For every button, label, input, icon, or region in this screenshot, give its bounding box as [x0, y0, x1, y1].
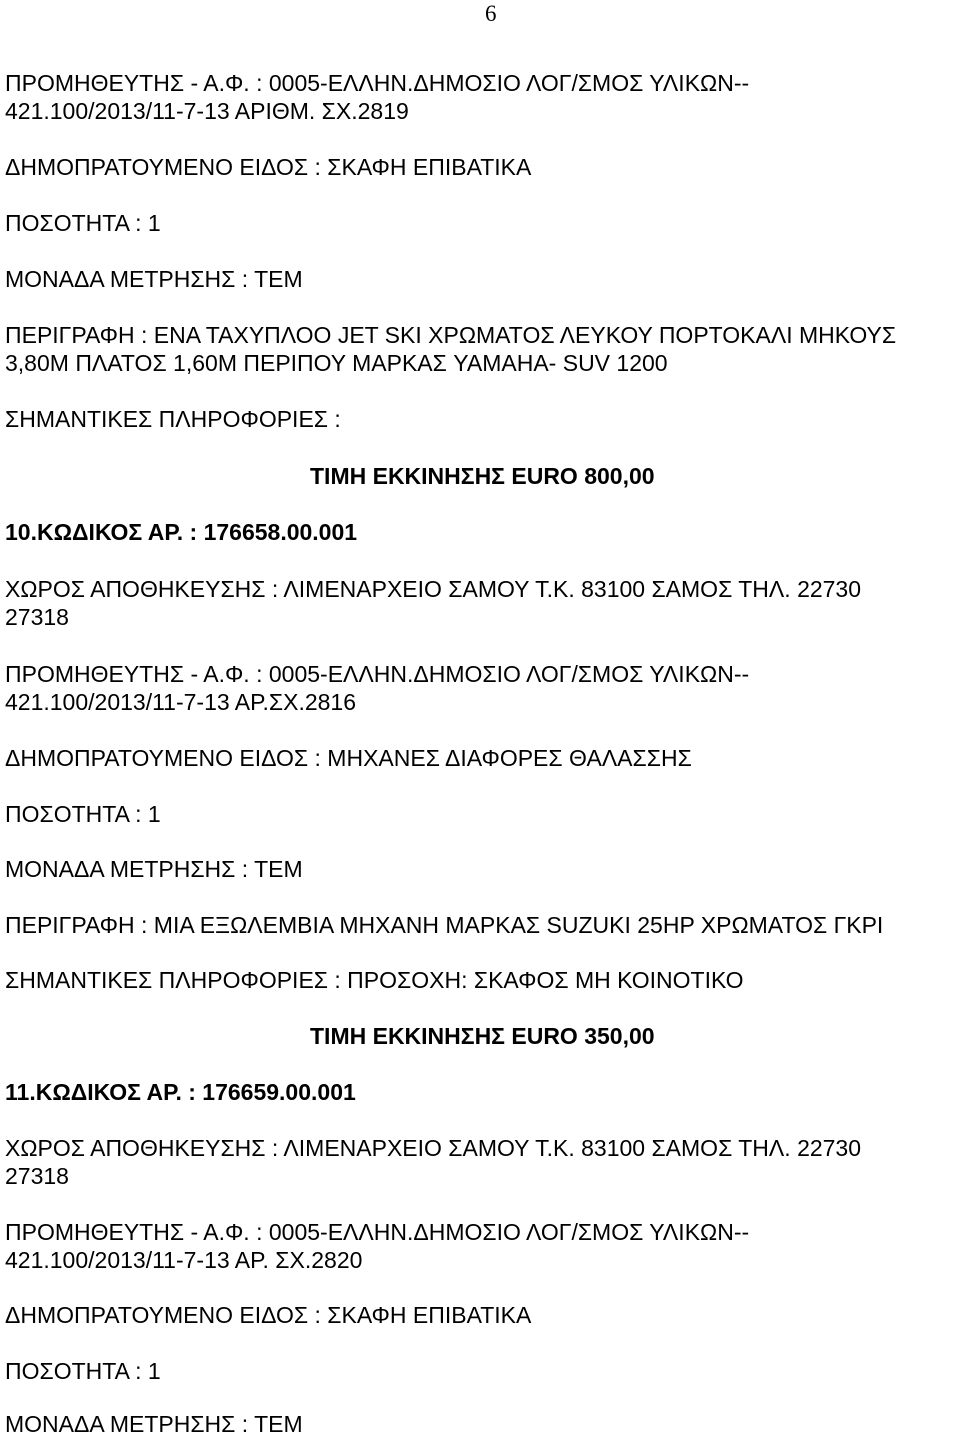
quantity: ΠΟΣΟΤΗΤΑ : 1 [5, 1358, 161, 1384]
page-number: 6 [485, 1, 497, 26]
important-info: ΣΗΜΑΝΤΙΚΕΣ ΠΛΗΡΟΦΟΡΙΕΣ : ΠΡΟΣΟΧΗ: ΣΚΑΦΟΣ ΜΗ ΚΟΙΝΟΤΙΚΟ [5, 967, 744, 993]
quantity: ΠΟΣΟΤΗΤΑ : 1 [5, 210, 161, 236]
description-continued: 3,80Μ ΠΛΑΤΟΣ 1,60Μ ΠΕΡΙΠΟΥ ΜΑΡΚΑΣ YAMAHA- SUV 1200 [5, 350, 668, 376]
unit-of-measure: ΜΟΝΑΔΑ ΜΕΤΡΗΣΗΣ : ΤΕΜ [5, 856, 303, 882]
supplier-reference: 421.100/2013/11-7-13 ΑΡ. ΣΧ.2820 [5, 1247, 363, 1273]
supplier-line: ΠΡΟΜΗΘΕΥΤΗΣ - Α.Φ. : 0005-ΕΛΛΗΝ.ΔΗΜΟΣΙΟ ΛΟΓ/ΣΜΟΣ ΥΛΙΚΩΝ-- [5, 1219, 750, 1245]
quantity: ΠΟΣΟΤΗΤΑ : 1 [5, 801, 161, 827]
starting-price: ΤΙΜΗ ΕΚΚΙΝΗΣΗΣ EURO 800,00 [310, 463, 655, 489]
supplier-reference: 421.100/2013/11-7-13 ΑΡΙΘΜ. ΣΧ.2819 [5, 98, 409, 124]
supplier-reference: 421.100/2013/11-7-13 ΑΡ.ΣΧ.2816 [5, 689, 357, 715]
storage-location: ΧΩΡΟΣ ΑΠΟΘΗΚΕΥΣΗΣ : ΛΙΜΕΝΑΡΧΕΙΟ ΣΑΜΟΥ Τ.Κ. 83100 ΣΑΜΟΣ ΤΗΛ. 22730 [5, 576, 862, 602]
important-info: ΣΗΜΑΝΤΙΚΕΣ ΠΛΗΡΟΦΟΡΙΕΣ : [5, 406, 341, 432]
unit-of-measure: ΜΟΝΑΔΑ ΜΕΤΡΗΣΗΣ : ΤΕΜ [5, 1411, 303, 1437]
supplier-line: ΠΡΟΜΗΘΕΥΤΗΣ - Α.Φ. : 0005-ΕΛΛΗΝ.ΔΗΜΟΣΙΟ ΛΟΓ/ΣΜΟΣ ΥΛΙΚΩΝ-- [5, 661, 750, 687]
description: ΠΕΡΙΓΡΑΦΗ : ΜΙΑ ΕΞΩΛΕΜΒΙΑ ΜΗΧΑΝΗ ΜΑΡΚΑΣ SUZUKI 25HP ΧΡΩΜΑΤΟΣ ΓΚΡΙ [5, 912, 884, 938]
supplier-line: ΠΡΟΜΗΘΕΥΤΗΣ - Α.Φ. : 0005-ΕΛΛΗΝ.ΔΗΜΟΣΙΟ ΛΟΓ/ΣΜΟΣ ΥΛΙΚΩΝ-- [5, 70, 750, 96]
starting-price: ΤΙΜΗ ΕΚΚΙΝΗΣΗΣ EURO 350,00 [310, 1023, 655, 1049]
storage-location: ΧΩΡΟΣ ΑΠΟΘΗΚΕΥΣΗΣ : ΛΙΜΕΝΑΡΧΕΙΟ ΣΑΜΟΥ Τ.Κ. 83100 ΣΑΜΟΣ ΤΗΛ. 22730 [5, 1135, 862, 1161]
storage-phone-continued: 27318 [5, 604, 69, 630]
item-code-heading: 10.ΚΩΔΙΚΟΣ ΑΡ. : 176658.00.001 [5, 519, 358, 545]
auctioned-item-type: ΔΗΜΟΠΡΑΤΟΥΜΕΝΟ ΕΙΔΟΣ : ΜΗΧΑΝΕΣ ΔΙΑΦΟΡΕΣ ΘΑΛΑΣΣΗΣ [5, 745, 692, 771]
auctioned-item-type: ΔΗΜΟΠΡΑΤΟΥΜΕΝΟ ΕΙΔΟΣ : ΣΚΑΦΗ ΕΠΙΒΑΤΙΚΑ [5, 154, 532, 180]
unit-of-measure: ΜΟΝΑΔΑ ΜΕΤΡΗΣΗΣ : ΤΕΜ [5, 266, 303, 292]
auctioned-item-type: ΔΗΜΟΠΡΑΤΟΥΜΕΝΟ ΕΙΔΟΣ : ΣΚΑΦΗ ΕΠΙΒΑΤΙΚΑ [5, 1302, 532, 1328]
item-code-heading: 11.ΚΩΔΙΚΟΣ ΑΡ. : 176659.00.001 [5, 1079, 356, 1105]
description: ΠΕΡΙΓΡΑΦΗ : ΕΝΑ ΤΑΧΥΠΛΟΟ JET SKI ΧΡΩΜΑΤΟΣ ΛΕΥΚΟΥ ΠΟΡΤΟΚΑΛΙ ΜΗΚΟΥΣ [5, 322, 897, 348]
storage-phone-continued: 27318 [5, 1163, 69, 1189]
